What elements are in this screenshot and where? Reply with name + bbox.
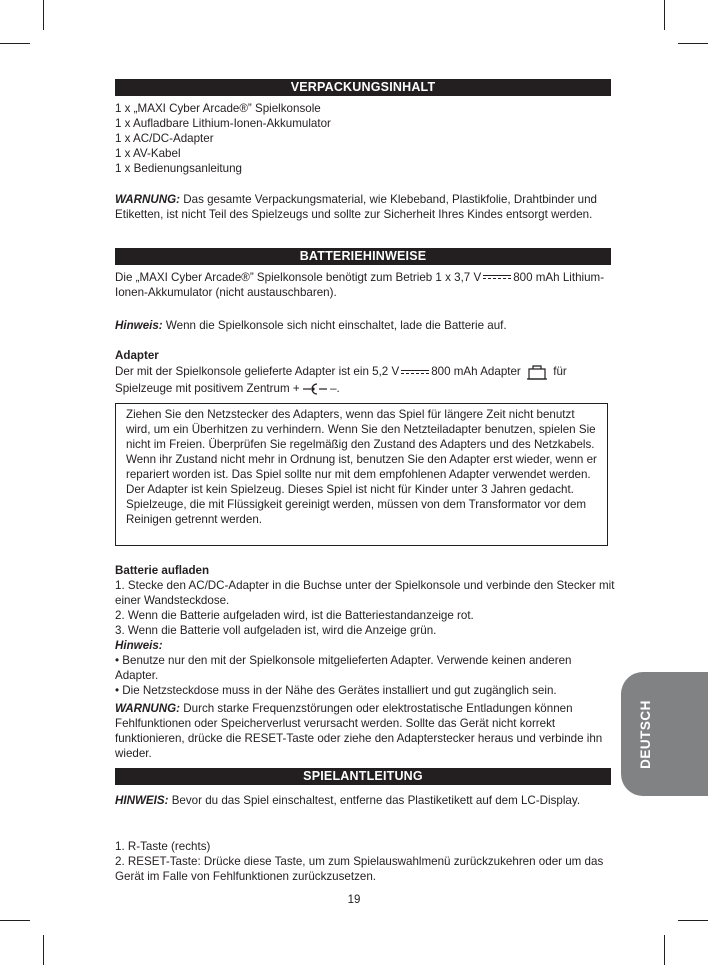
game-hint	[115, 793, 590, 808]
adapter-notice-box	[115, 403, 608, 546]
dc-symbol-icon	[483, 273, 511, 282]
charging-heading: Batterie aufladen	[115, 564, 210, 577]
hint-label: Hinweis:	[115, 639, 163, 652]
crop-mark	[678, 920, 708, 921]
package-contents-list	[115, 101, 615, 176]
polarity-icon	[303, 383, 327, 395]
adapter-text-3: für Spielzeuge mit positivem Zentrum +	[115, 365, 567, 395]
crop-mark	[0, 43, 30, 44]
list-item: 1 x „MAXI Cyber Arcade®” Spielkonsole	[115, 102, 321, 115]
adapter-section	[115, 348, 607, 396]
list-item: 1 x AC/DC-Adapter	[115, 132, 214, 145]
list-item: 1. Stecke den AC/DC-Adapter in die Buchse unter der Spielkonsole und verbinde den Stecker mit einer Wandsteckdose.	[115, 579, 615, 607]
battery-warning	[115, 701, 615, 761]
list-item: • Die Netzsteckdose muss in der Nähe des Gerätes installiert und gut zugänglich sein.	[115, 684, 557, 697]
warning-label: WARNUNG:	[115, 193, 181, 206]
crop-mark	[678, 43, 708, 44]
adapter-notice-text: Ziehen Sie den Netzstecker des Adapters, wenn das Spiel für längere Zeit nicht benutzt wird, um ein Überhitzen zu verhindern. Wenn Sie den Netzteiladapter benutzen, spielen Sie nicht im Freien. Überprüfen Sie regelmäßig den Zustand des Adapters und des Netzkabels. Wenn ihr Zustand nicht mehr in Ordnung ist, benutzen Sie den Adapter erst wieder, wenn er repariert worden ist. Das Spiel sollte nur mit dem empfohlenen Adapter verwendet werden. Der Adapter ist kein Spielzeug. Dieses Spiel ist nicht für Kinder unter 3 Jahren gedacht. Spielzeuge, die mit Flüssigkeit gereinigt werden, müssen von dem Transformator vor dem Reinigen getrennt werden.	[126, 408, 597, 526]
adapter-text-2: 800 mAh Adapter	[431, 365, 521, 379]
crop-mark	[43, 0, 44, 30]
hint-label: HINWEIS:	[115, 794, 169, 807]
game-instructions	[115, 839, 605, 884]
list-item: 3. Wenn die Batterie voll aufgeladen ist, wird die Anzeige grün.	[115, 624, 437, 637]
adapter-text-4: –.	[330, 382, 340, 395]
section-title-spiel: SPIELANTLEITUNG	[115, 768, 611, 785]
hint-text: Wenn die Spielkonsole sich nicht einschaltet, lade die Batterie auf.	[162, 319, 507, 332]
crop-mark	[43, 935, 44, 965]
battery-hint	[115, 318, 615, 333]
language-tab-label	[620, 672, 670, 796]
adapter-heading: Adapter	[115, 349, 159, 362]
language-tab-text: DEUTSCH	[637, 699, 653, 769]
charging-section	[115, 563, 615, 698]
adapter-text: Der mit der Spielkonsole gelieferte Adapter ist ein 5,2 V	[115, 365, 400, 379]
adapter-icon	[526, 363, 548, 381]
list-item: 1. R-Taste (rechts)	[115, 840, 211, 853]
crop-mark	[664, 935, 665, 965]
list-item: 1 x AV-Kabel	[115, 147, 181, 160]
list-item: 1 x Bedienungsanleitung	[115, 162, 242, 175]
list-item: 2. Wenn die Batterie aufgeladen wird, ist die Batteriestandanzeige rot.	[115, 609, 474, 622]
packaging-warning	[115, 192, 615, 222]
warning-label: WARNUNG:	[115, 702, 181, 715]
warning-text: Das gesamte Verpackungsmaterial, wie Klebeband, Plastikfolie, Drahtbinder und Etiketten, ist nicht Teil des Spielzeugs und sollte zur Sicherheit Ihres Kindes entsorgt werden.	[115, 193, 598, 221]
list-item: 2. RESET-Taste: Drücke diese Taste, um zum Spielauswahlmenü zurückzukehren oder um das Gerät im Falle von Fehlfunktionen zurückzusetzen.	[115, 855, 604, 883]
crop-mark	[664, 0, 665, 30]
battery-intro	[115, 270, 605, 300]
warning-text: Durch starke Frequenzstörungen oder elektrostatische Entladungen können Fehlfunktionen oder Speicherverlust verursacht werden. Sollte das Gerät nicht korrekt funktionieren, drücke die RESET-Taste oder ziehe den Adapterstecker heraus und verbinde ihn wieder.	[115, 702, 603, 760]
battery-intro-text-2: 800 mAh Lithium-Ionen-Akkumulator (nicht austauschbaren).	[115, 271, 605, 299]
crop-mark	[0, 920, 30, 921]
section-title-batterie: BATTERIEHINWEISE	[115, 248, 611, 265]
list-item: 1 x Aufladbare Lithium-Ionen-Akkumulator	[115, 117, 331, 130]
hint-text: Bevor du das Spiel einschaltest, entferne das Plastiketikett auf dem LC-Display.	[168, 794, 581, 807]
dc-symbol-icon	[401, 368, 429, 377]
section-title-verpackung: VERPACKUNGSINHALT	[115, 79, 611, 96]
hint-label: Hinweis:	[115, 319, 163, 332]
battery-intro-text: Die „MAXI Cyber Arcade®” Spielkonsole benötigt zum Betrieb 1 x 3,7 V	[115, 271, 482, 284]
list-item: • Benutze nur den mit der Spielkonsole mitgelieferten Adapter. Verwende keinen anderen Adapter.	[115, 654, 572, 682]
page-number: 19	[347, 894, 361, 906]
